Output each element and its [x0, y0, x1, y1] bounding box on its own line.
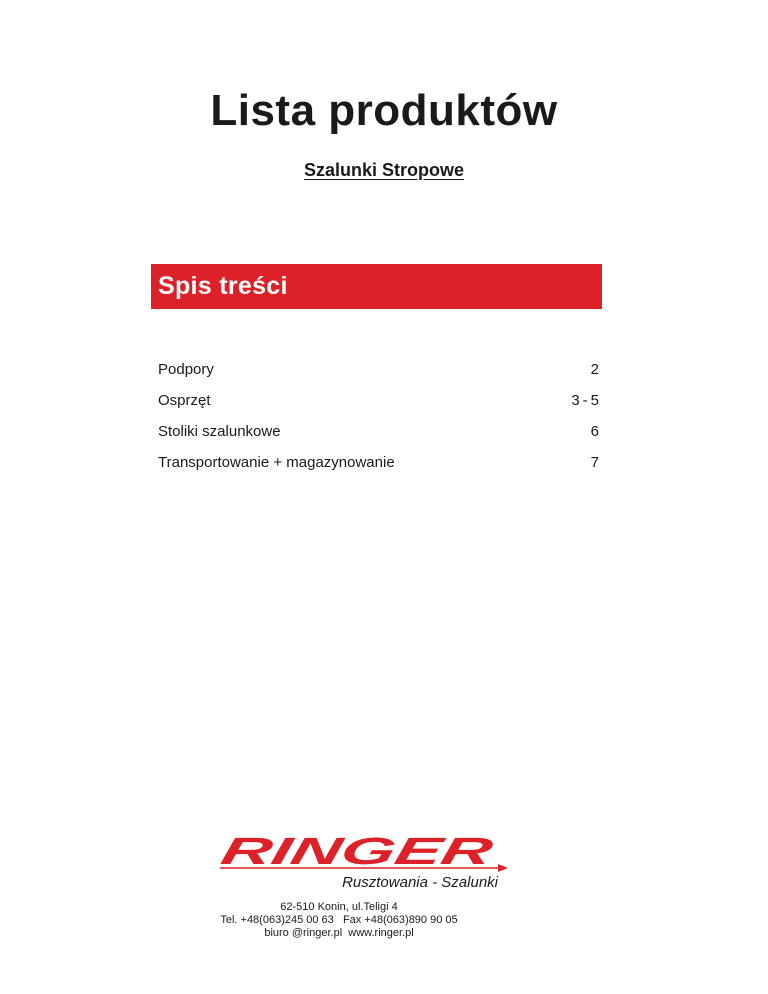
toc-item-page: 7 — [590, 454, 602, 471]
toc-banner — [151, 264, 602, 309]
logo-text: RINGER — [217, 832, 375, 873]
contact-address: 62-510 Konin, ul.Teligi 4 — [280, 901, 398, 913]
toc-item-label: Osprzęt — [158, 392, 211, 409]
contact-block — [0, 901, 723, 940]
contact-email-web: biuro @ringer.pl www.ringer.pl — [264, 927, 414, 939]
toc-item-page: 3-5 — [571, 392, 602, 409]
toc-row[interactable] — [158, 385, 602, 416]
logo-arrow-icon — [498, 864, 508, 872]
toc-item-page: 6 — [590, 423, 602, 440]
toc-item-label: Stoliki szalunkowe — [158, 423, 281, 440]
contact-phone-fax: Tel. +48(063)245 00 63 Fax +48(063)890 90 05 — [220, 914, 458, 926]
toc-heading: Spis treści — [158, 272, 288, 300]
ringer-logo — [214, 832, 514, 876]
tagline: Rusztowania - Szalunki — [342, 874, 498, 891]
toc-row[interactable] — [158, 416, 602, 447]
page-title: Lista produktów — [210, 86, 558, 135]
toc-row[interactable] — [158, 354, 602, 385]
ringer-logo-graphic — [214, 832, 514, 876]
toc-item-label: Podpory — [158, 361, 214, 378]
toc-item-label: Transportowanie + magazynowanie — [158, 454, 395, 471]
toc-row[interactable] — [158, 447, 602, 478]
toc-item-page: 2 — [590, 361, 602, 378]
page-subtitle: Szalunki Stropowe — [303, 160, 465, 180]
toc-list — [158, 354, 602, 478]
